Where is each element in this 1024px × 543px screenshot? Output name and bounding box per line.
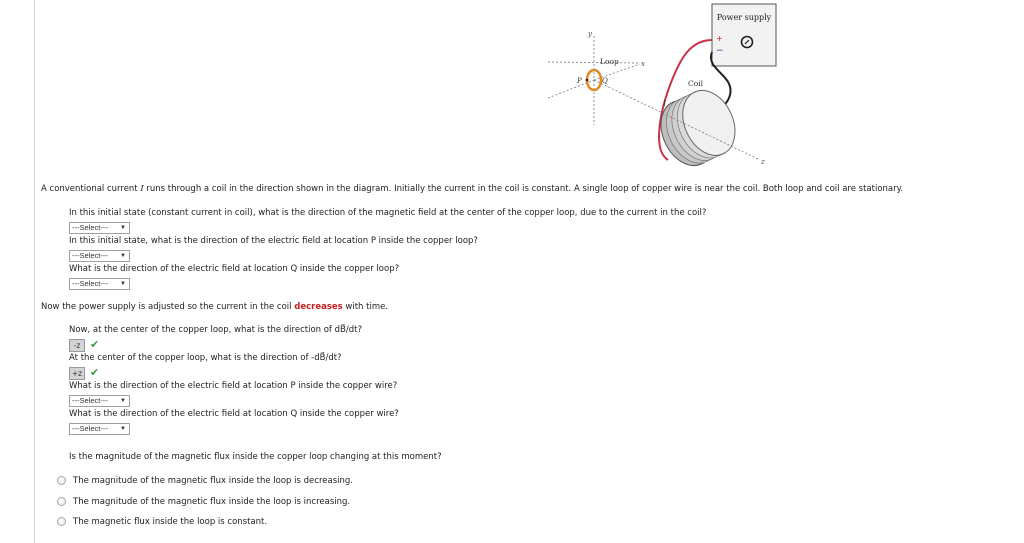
q6-select[interactable]: ---Select--- ▼	[69, 395, 130, 407]
flux-option-increasing-radio[interactable]	[57, 497, 66, 506]
current-symbol: I	[140, 184, 144, 194]
flux-option-constant[interactable]: The magnetic flux inside the loop is constant.	[73, 517, 268, 527]
coil	[651, 82, 745, 174]
loop-label: Loop	[600, 57, 619, 66]
q7-select[interactable]: ---Select--- ▼	[69, 423, 130, 435]
plus-terminal: +	[716, 34, 723, 43]
flux-option-increasing[interactable]: The magnitude of the magnetic flux inside the loop is increasing.	[73, 497, 351, 507]
current-label: I	[663, 99, 666, 108]
dropdown-arrow-icon: ▼	[120, 398, 126, 404]
flux-question: Is the magnitude of the magnetic flux inside the copper loop changing at this moment?	[69, 452, 442, 462]
question-3: What is the direction of the electric field at location Q inside the copper loop?	[69, 264, 400, 274]
question-1: In this initial state (constant current in coil), what is the direction of the magnetic field at the center of the copper loop, due to the current in the coil?	[69, 208, 707, 218]
dropdown-arrow-icon: ▼	[120, 253, 126, 259]
intro-paragraph	[41, 184, 903, 195]
dropdown-arrow-icon: ▼	[120, 426, 126, 432]
svg-text:x: x	[641, 60, 645, 68]
q5-answer[interactable]: +z	[69, 367, 85, 380]
left-border	[34, 0, 35, 543]
check-icon: ✔	[90, 366, 100, 379]
q3-select[interactable]: ---Select--- ▼	[69, 278, 130, 290]
q1-select[interactable]: ---Select--- ▼	[69, 222, 130, 234]
coil-loop-diagram	[540, 0, 780, 175]
q4-answer[interactable]: -z	[69, 339, 85, 352]
question-2: In this initial state, what is the direction of the electric field at location P inside the copper loop?	[69, 236, 478, 246]
x-axis-left	[548, 62, 640, 63]
question-4: Now, at the center of the copper loop, what is the direction of dB⃗/dt?	[69, 325, 362, 335]
question-7: What is the direction of the electric field at location Q inside the copper wire?	[69, 409, 399, 419]
intro-prefix: A conventional current	[41, 184, 141, 194]
flux-option-decreasing[interactable]: The magnitude of the magnetic flux inside the loop is decreasing.	[73, 476, 353, 486]
decreases-emphasis: decreases	[294, 302, 343, 312]
change-statement: Now the power supply is adjusted so the current in the coil decreases with time.	[41, 302, 389, 312]
question-5: At the center of the copper loop, what is the direction of -dB⃗/dt?	[69, 353, 342, 363]
intro-suffix: runs through a coil in the direction shown in the diagram. Initially the current in the coil is constant. A single loop of copper wire is near the coil. Both loop and coil are stationary.	[143, 184, 904, 194]
power-supply-label: Power supply	[716, 13, 772, 22]
dropdown-arrow-icon: ▼	[120, 281, 126, 287]
svg-text:y: y	[588, 30, 592, 38]
check-icon: ✔	[90, 338, 100, 351]
minus-terminal: −	[716, 46, 724, 56]
dropdown-arrow-icon: ▼	[120, 225, 126, 231]
question-6: What is the direction of the electric field at location P inside the copper wire?	[69, 381, 398, 391]
flux-option-decreasing-radio[interactable]	[57, 476, 66, 485]
q2-select[interactable]: ---Select--- ▼	[69, 250, 130, 262]
flux-option-constant-radio[interactable]	[57, 517, 66, 526]
coil-label: Coil	[688, 79, 704, 88]
point-q: Q	[602, 77, 608, 85]
svg-text:z: z	[761, 158, 765, 166]
point-p: P	[577, 77, 582, 85]
